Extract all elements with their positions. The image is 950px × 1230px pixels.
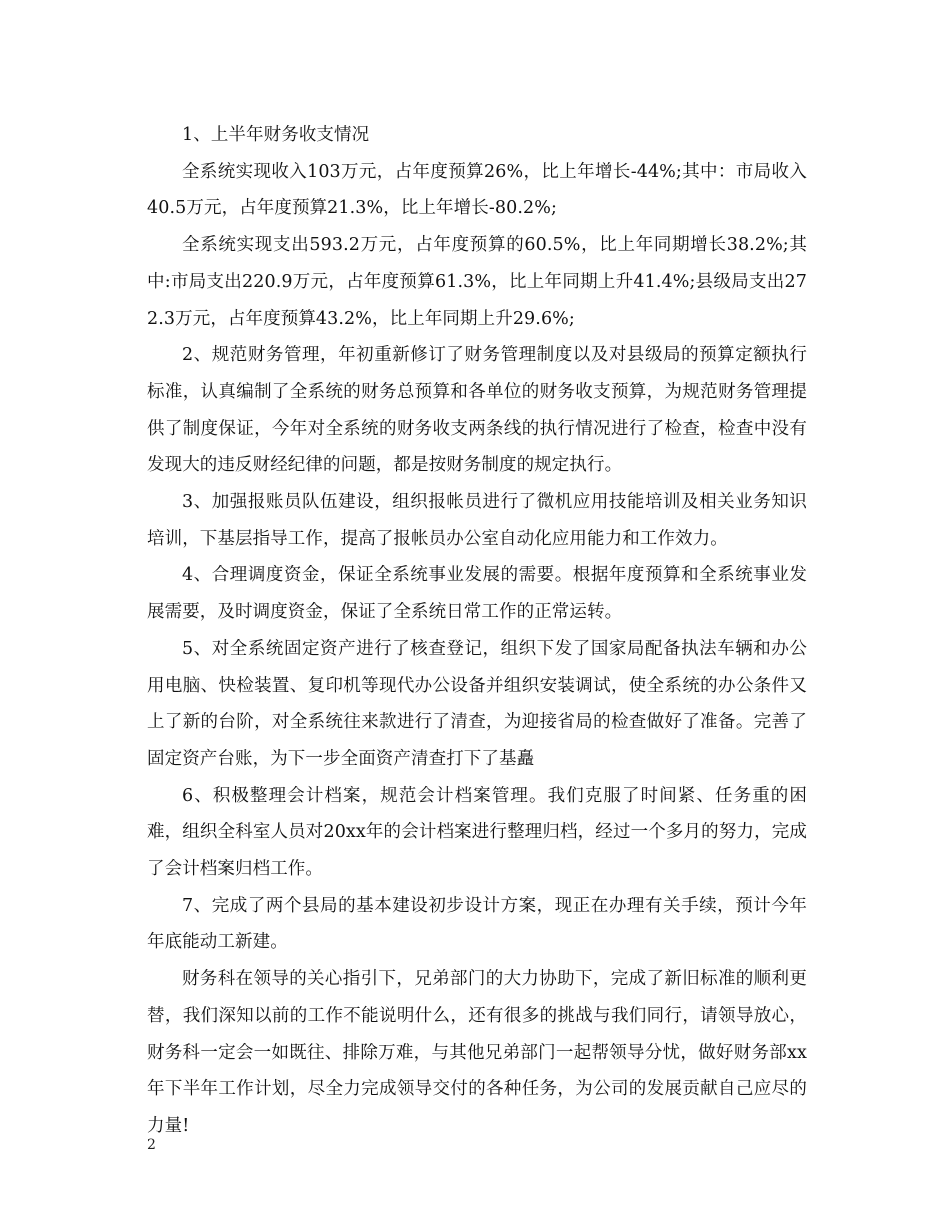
page-number: 2 bbox=[147, 1137, 156, 1153]
paragraph-financial-management: 2、规范财务管理，年初重新修订了财务管理制度以及对县级局的预算定额执行标准，认真编制了全系统的财务总预算和各单位的财务收支预算，为规范财务管理提供了制度保证，今年对全系统的财务收支两条线的执行情况进行了检查，检查中没有发现大的违反财经纪律的问题，都是按财务制度的规定执行。 bbox=[147, 345, 807, 476]
paragraph-conclusion: 财务科在领导的关心指引下，兄弟部门的大力协助下，完成了新旧标准的顺利更替，我们深知以前的工作不能说明什么，还有很多的挑战与我们同行，请领导放心，财务科一定会一如既往、排除万难，与其他兄弟部门一起帮领导分忧，做好财务部xx年下半年工作计划，尽全力完成领导交付的各种任务，为公司的发展贡献自己应尽的力量! bbox=[147, 969, 807, 1136]
paragraph-construction-plan: 7、完成了两个县局的基本建设初步设计方案，现正在办理有关手续，预计今年年底能动工新建。 bbox=[147, 895, 807, 953]
document-body bbox=[147, 117, 807, 1145]
paragraph-accounting-archives: 6、积极整理会计档案，规范会计档案管理。我们克服了时间紧、任务重的困难，组织全科室人员对20xx年的会计档案进行整理归档，经过一个多月的努力，完成了会计档案归档工作。 bbox=[147, 785, 807, 880]
paragraph-accountant-training: 3、加强报账员队伍建设，组织报帐员进行了微机应用技能培训及相关业务知识培训，下基层指导工作，提高了报帐员办公室自动化应用能力和工作效力。 bbox=[147, 492, 807, 549]
paragraph-fixed-assets: 5、对全系统固定资产进行了核查登记，组织下发了国家局配备执法车辆和办公用电脑、快检装置、复印机等现代办公设备并组织安装调试，使全系统的办公条件又上了新的台阶，对全系统往来款进行了清查，为迎接省局的检查做好了准备。完善了固定资产台账，为下一步全面资产清查打下了基矗 bbox=[147, 638, 807, 769]
paragraph-income: 全系统实现收入103万元，占年度预算26%，比上年增长-44%;其中：市局收入40.5万元，占年度预算21.3%，比上年增长-80.2%; bbox=[147, 161, 807, 219]
paragraph-expenditure: 全系统实现支出593.2万元，占年度预算的60.5%，比上年同期增长38.2%;其中:市局支出220.9万元，占年度预算61.3%，比上年同期上升41.4%;县级局支出272.3万元，占年度预算43.2%，比上年同期上升29.6%; bbox=[147, 235, 807, 329]
section-heading-income-expense: 1、上半年财务收支情况 bbox=[182, 125, 370, 145]
paragraph-fund-scheduling: 4、合理调度资金，保证全系统事业发展的需要。根据年度预算和全系统事业发展需要，及时调度资金，保证了全系统日常工作的正常运转。 bbox=[147, 565, 807, 623]
